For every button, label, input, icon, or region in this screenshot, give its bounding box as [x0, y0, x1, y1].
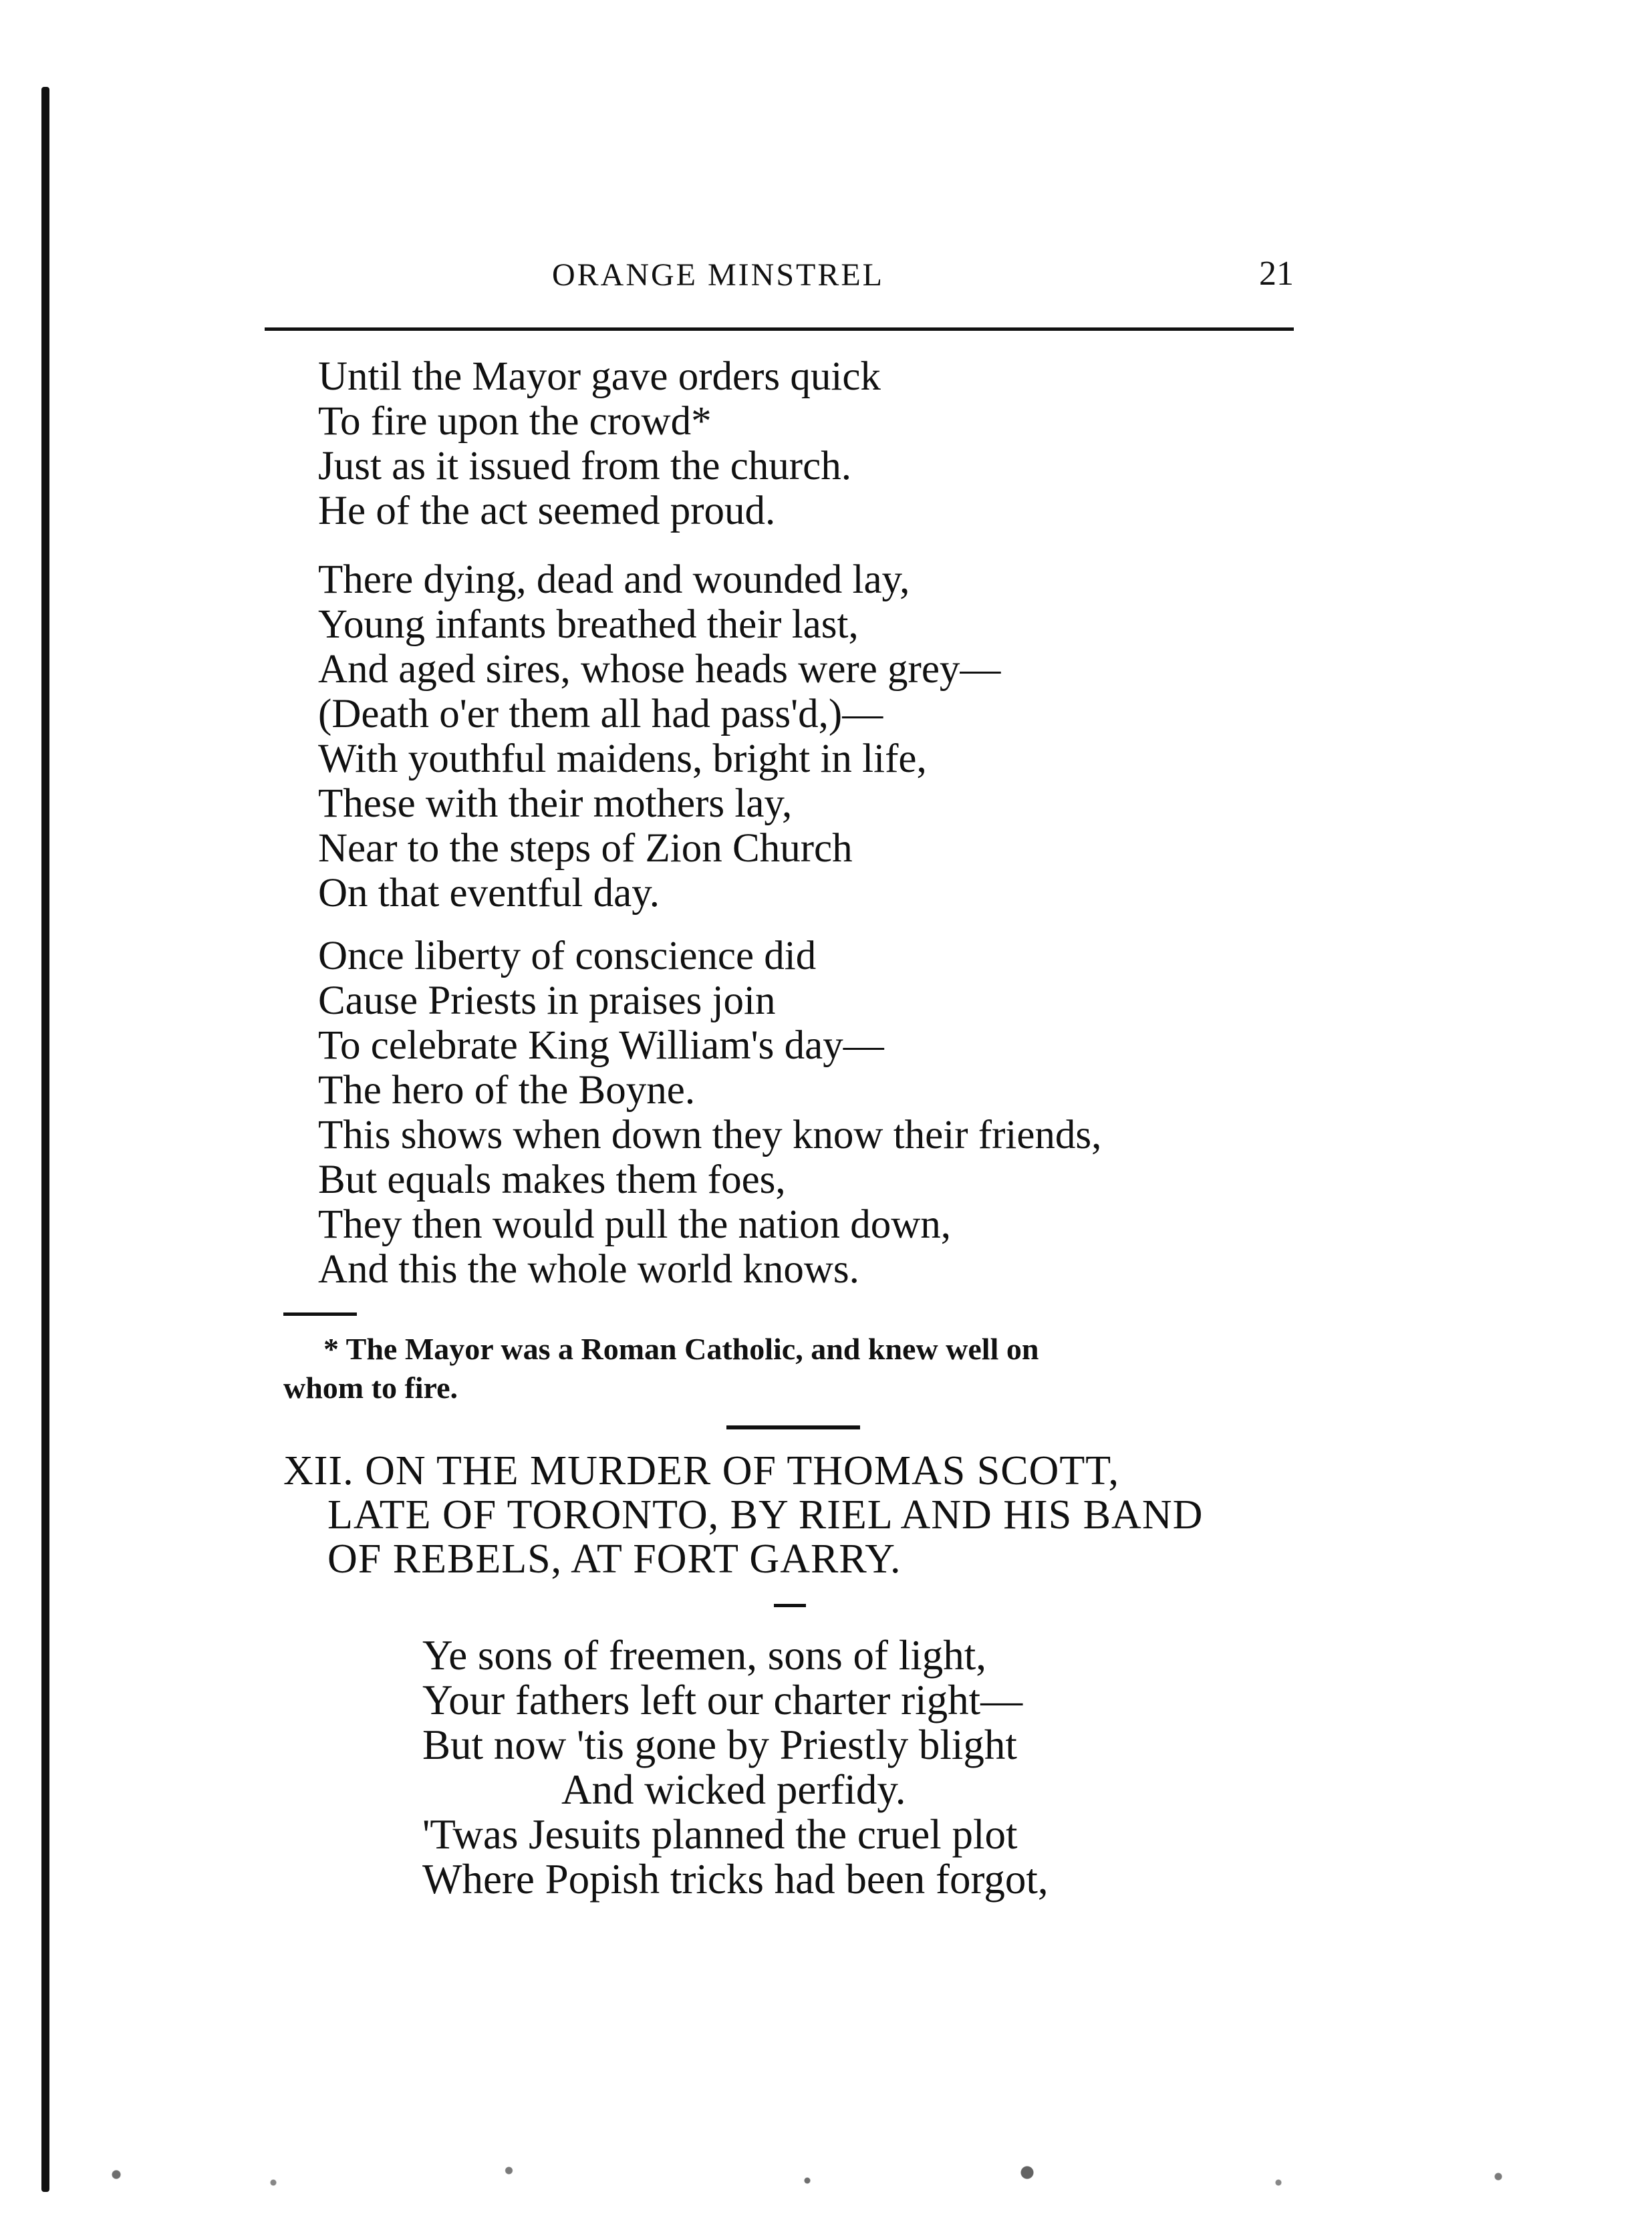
section-heading-line: LATE OF TORONTO, BY RIEL AND HIS BAND [327, 1492, 1204, 1538]
verse-line: To fire upon the crowd* [318, 399, 712, 444]
verse-line: The hero of the Boyne. [318, 1068, 696, 1113]
verse-line: And this the whole world knows. [318, 1247, 859, 1292]
verse-line: Your fathers left our charter right— [422, 1677, 1023, 1723]
running-head [265, 247, 1294, 307]
stanza-1 [318, 354, 881, 533]
verse-line: This shows when down they know their friends, [318, 1113, 1102, 1157]
verse-line: Once liberty of conscience did [318, 934, 817, 978]
verse-line: Just as it issued from the church. [318, 444, 851, 489]
poem-stanza [422, 1633, 1049, 1902]
verse-line: He of the act seemed proud. [318, 489, 776, 533]
verse-line: Ye sons of freemen, sons of light, [422, 1632, 987, 1679]
section-heading [283, 1449, 1326, 1581]
footnote-rule [283, 1312, 357, 1316]
footnote [283, 1330, 1313, 1407]
running-head-title: ORANGE MINSTREL [552, 257, 884, 293]
verse-line: On that eventful day. [318, 871, 660, 916]
section-heading-line: OF REBELS, AT FORT GARRY. [327, 1536, 902, 1582]
section-divider [726, 1425, 860, 1429]
verse-line: And aged sires, whose heads were grey— [318, 647, 1001, 692]
verse-line: (Death o'er them all had pass'd,)— [318, 692, 883, 736]
page-number: 21 [1259, 255, 1294, 293]
footnote-line: * The Mayor was a Roman Catholic, and knew well on [323, 1332, 1039, 1366]
verse-line: But now 'tis gone by Priestly blight [422, 1721, 1017, 1768]
verse-line: Where Popish tricks had been forgot, [422, 1856, 1049, 1903]
section-heading-line: XII. ON THE MURDER OF THOMAS SCOTT, [283, 1448, 1119, 1494]
verse-line: Near to the steps of Zion Church [318, 826, 853, 871]
footnote-line: whom to fire. [283, 1371, 458, 1405]
verse-line: There dying, dead and wounded lay, [318, 557, 910, 602]
verse-line: With youthful maidens, bright in life, [318, 736, 927, 781]
verse-line: Young infants breathed their last, [318, 602, 859, 647]
verse-line: These with their mothers lay, [318, 781, 793, 826]
verse-line: 'Twas Jesuits planned the cruel plot [422, 1811, 1018, 1858]
page-bottom-edge [53, 2159, 1624, 2199]
verse-line: Cause Priests in praises join [318, 978, 776, 1023]
verse-line: To celebrate King William's day— [318, 1023, 884, 1068]
heading-dash [774, 1604, 806, 1607]
page-binding-edge [41, 87, 49, 2192]
verse-line: They then would pull the nation down, [318, 1202, 952, 1247]
stanza-2 [318, 557, 1000, 916]
stanza-3 [318, 934, 1101, 1292]
verse-line: And wicked perfidy. [561, 1766, 906, 1813]
header-rule [265, 327, 1294, 331]
verse-line: But equals makes them foes, [318, 1157, 786, 1202]
verse-line: Until the Mayor gave orders quick [318, 354, 881, 399]
